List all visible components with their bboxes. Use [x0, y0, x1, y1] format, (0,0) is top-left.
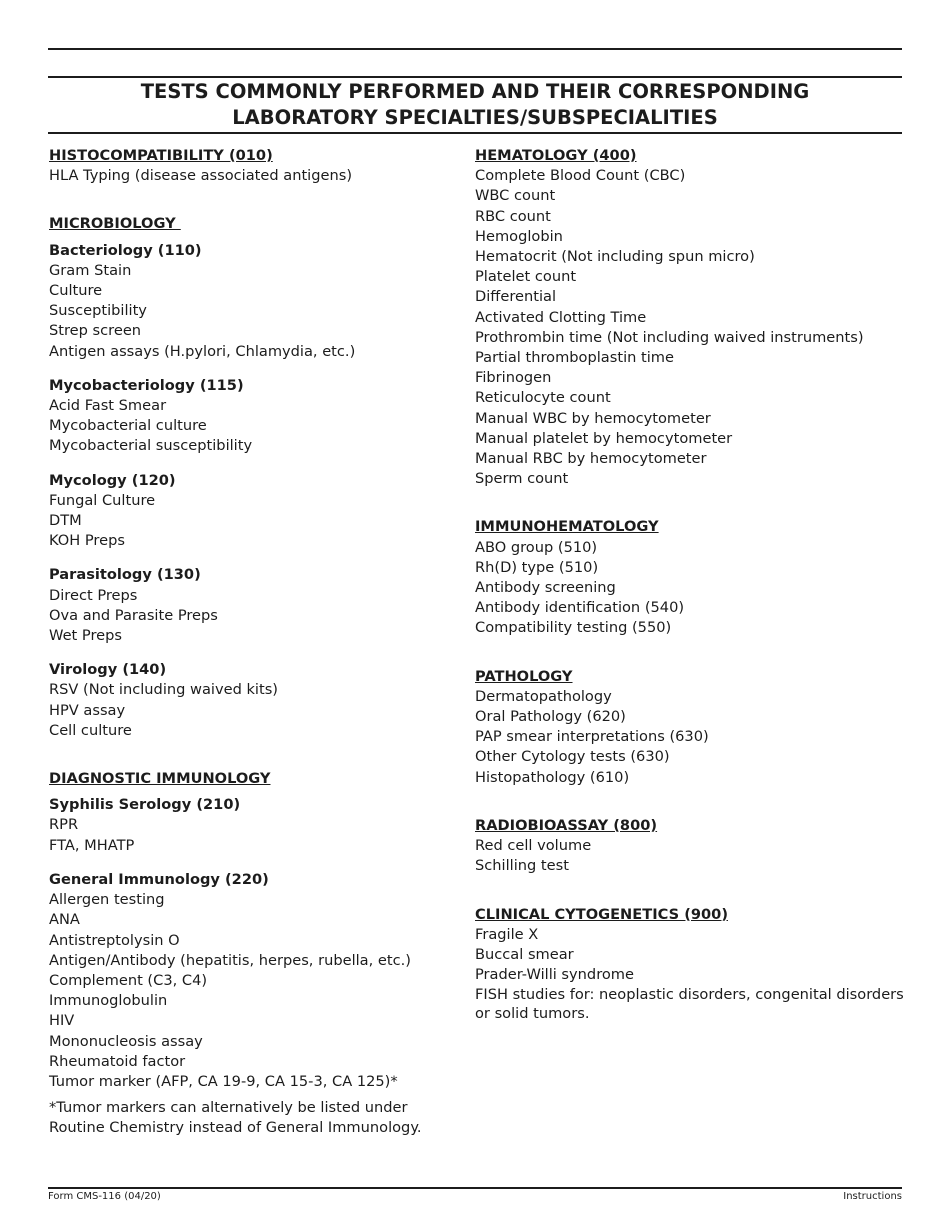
- syphilis-list: [49, 815, 449, 855]
- list-item: Manual platelet by hemocytometer: [475, 429, 733, 447]
- subheading-mycobacteriology: Mycobacteriology (115): [49, 376, 244, 394]
- mycology-list: [49, 491, 449, 552]
- immunohematology-list: [475, 538, 905, 639]
- list-item: Antibody screening: [475, 579, 616, 597]
- title-top-rule: [48, 76, 902, 78]
- list-item: DTM: [49, 512, 82, 530]
- list-item: Complement (C3, C4): [49, 971, 208, 989]
- list-item: Dermatopathology: [475, 687, 612, 705]
- subheading-general-immunology: General Immunology (220): [49, 870, 269, 888]
- list-item: Fragile X: [475, 925, 539, 943]
- list-item: Buccal smear: [475, 945, 574, 963]
- pathology-list: [475, 687, 905, 788]
- list-item: Manual WBC by hemocytometer: [475, 409, 711, 427]
- tumor-marker-footnote: [49, 1098, 449, 1138]
- general-immunology-list: [49, 890, 449, 1092]
- subheading-parasitology: Parasitology (130): [49, 566, 201, 584]
- left-column: [49, 146, 449, 1139]
- list-item: RPR: [49, 816, 79, 834]
- section-heading-microbiology: MICROBIOLOGY: [49, 215, 181, 233]
- list-item: Partial thromboplastin time: [475, 349, 674, 367]
- list-item: Reticulocyte count: [475, 389, 611, 407]
- cytogenetics-list: [475, 925, 905, 1024]
- list-item: Complete Blood Count (CBC): [475, 167, 686, 185]
- list-item: Other Cytology tests (630): [475, 748, 670, 766]
- list-item: Mycobacterial susceptibility: [49, 437, 253, 455]
- list-item: Allergen testing: [49, 891, 165, 909]
- list-item: Ova and Parasite Preps: [49, 606, 218, 624]
- list-item: HPV assay: [49, 701, 126, 719]
- list-item: Tumor marker (AFP, CA 19-9, CA 15-3, CA 125)*: [49, 1072, 398, 1090]
- list-item: Antigen/Antibody (hepatitis, herpes, rubella, etc.): [49, 951, 411, 969]
- subheading-mycology: Mycology (120): [49, 471, 176, 489]
- list-item: Immunoglobulin: [49, 992, 168, 1010]
- page-title-line2: LABORATORY SPECIALTIES/SUBSPECIALITIES: [232, 106, 718, 129]
- bacteriology-list: [49, 261, 449, 362]
- list-item: Manual RBC by hemocytometer: [475, 450, 707, 468]
- list-item: Prader-Willi syndrome: [475, 966, 634, 984]
- list-item: Mononucleosis assay: [49, 1032, 203, 1050]
- list-item: Differential: [475, 288, 557, 306]
- list-item: RBC count: [475, 207, 551, 225]
- list-item: Histopathology (610): [475, 768, 630, 786]
- parasitology-list: [49, 586, 449, 647]
- list-item: Hemoglobin: [475, 227, 563, 245]
- list-item: ABO group (510): [475, 538, 598, 556]
- list-item: ANA: [49, 911, 80, 929]
- section-heading-diagnostic-immunology: DIAGNOSTIC IMMUNOLOGY: [49, 770, 271, 788]
- mycobacteriology-list: [49, 396, 449, 457]
- list-item: RSV (Not including waived kits): [49, 681, 279, 699]
- footnote-line-1: *Tumor markers can alternatively be listed under: [49, 1099, 408, 1117]
- list-item: Gram Stain: [49, 261, 132, 279]
- list-item: Rh(D) type (510): [475, 558, 599, 576]
- subheading-syphilis-serology: Syphilis Serology (210): [49, 796, 241, 814]
- list-item: Schilling test: [475, 857, 569, 875]
- right-column: [475, 146, 905, 1023]
- section-heading-radiobioassay: RADIOBIOASSAY (800): [475, 816, 658, 834]
- list-item: Prothrombin time (Not including waived instruments): [475, 328, 864, 346]
- footnote-line-2: Routine Chemistry instead of General Immunology.: [49, 1119, 422, 1137]
- hematology-list: [475, 166, 905, 489]
- list-item: Cell culture: [49, 721, 132, 739]
- list-item: Mycobacterial culture: [49, 417, 207, 435]
- list-item: Compatibility testing (550): [475, 619, 672, 637]
- radiobioassay-list: [475, 836, 905, 876]
- list-item: Culture: [49, 282, 103, 300]
- list-item: Red cell volume: [475, 837, 592, 855]
- list-item: Fungal Culture: [49, 491, 156, 509]
- footer-form-number: Form CMS-116 (04/20): [48, 1191, 161, 1202]
- list-item: PAP smear interpretations (630): [475, 728, 709, 746]
- page-title: [48, 79, 902, 131]
- title-bottom-rule: [48, 132, 902, 134]
- list-item: Fibrinogen: [475, 369, 552, 387]
- subheading-virology: Virology (140): [49, 661, 167, 679]
- list-item: Antigen assays (H.pylori, Chlamydia, etc.): [49, 342, 356, 360]
- list-item: WBC count: [475, 187, 556, 205]
- list-item: FISH studies for: neoplastic disorders, congenital disorders or solid tumors.: [475, 986, 904, 1023]
- list-item: HLA Typing (disease associated antigens): [49, 167, 353, 185]
- footer-rule: [48, 1187, 902, 1189]
- list-item: Acid Fast Smear: [49, 397, 167, 415]
- list-item: Antistreptolysin O: [49, 931, 180, 949]
- list-item: Strep screen: [49, 322, 142, 340]
- virology-list: [49, 680, 449, 741]
- footer-section-label: Instructions: [843, 1191, 902, 1202]
- list-item: Rheumatoid factor: [49, 1052, 186, 1070]
- list-item: HIV: [49, 1012, 75, 1030]
- list-item: Wet Preps: [49, 627, 122, 645]
- section-heading-hematology: HEMATOLOGY (400): [475, 147, 637, 164]
- histocompatibility-list: [49, 166, 449, 186]
- list-item: Hematocrit (Not including spun micro): [475, 248, 755, 266]
- list-item: FTA, MHATP: [49, 836, 135, 854]
- page-title-line1: TESTS COMMONLY PERFORMED AND THEIR CORRESPONDING: [140, 80, 810, 103]
- section-heading-histocompatibility: HISTOCOMPATIBILITY (010): [49, 147, 273, 164]
- subheading-bacteriology: Bacteriology (110): [49, 241, 202, 259]
- list-item: Antibody identification (540): [475, 599, 685, 617]
- list-item: KOH Preps: [49, 532, 125, 550]
- section-heading-pathology: PATHOLOGY: [475, 667, 573, 685]
- list-item: Activated Clotting Time: [475, 308, 647, 326]
- section-heading-clinical-cytogenetics: CLINICAL CYTOGENETICS (900): [475, 905, 728, 923]
- list-item: Platelet count: [475, 268, 577, 286]
- list-item: Susceptibility: [49, 302, 147, 320]
- list-item: Direct Preps: [49, 586, 138, 604]
- top-rule: [48, 48, 902, 50]
- section-heading-immunohematology: IMMUNOHEMATOLOGY: [475, 518, 659, 536]
- list-item: Oral Pathology (620): [475, 708, 626, 726]
- list-item: Sperm count: [475, 470, 569, 488]
